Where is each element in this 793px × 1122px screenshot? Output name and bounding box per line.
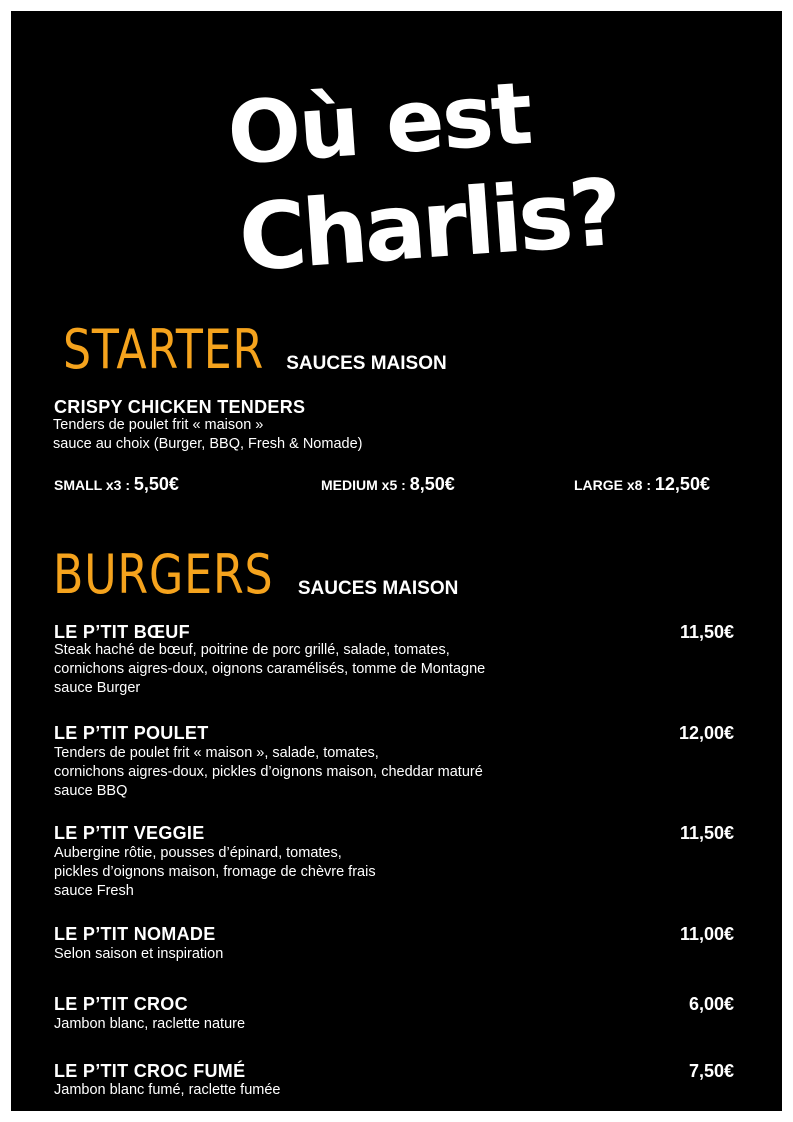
starter-item-desc-line2: sauce au choix (Burger, BBQ, Fresh & Nomade) [53, 436, 363, 452]
size-price: 12,50€ [654, 474, 710, 494]
burger-item-desc: Aubergine rôtie, pousses d’épinard, tomates, [54, 845, 342, 861]
burger-item-desc: sauce Burger [54, 680, 141, 696]
burger-item-desc: sauce Fresh [54, 883, 134, 899]
burger-item-desc: Jambon blanc, raclette nature [54, 1016, 246, 1032]
starter-size-small [54, 474, 179, 495]
size-label: MEDIUM x5 : [321, 477, 410, 493]
burger-item-name: LE P’TIT BŒUF [54, 622, 190, 642]
brand-logo [214, 18, 622, 324]
starter-size-medium [321, 474, 455, 495]
burger-item-desc: sauce BBQ [54, 783, 128, 799]
size-price: 5,50€ [133, 474, 179, 494]
burger-item-desc: cornichons aigres-doux, pickles d’oignons maison, cheddar maturé [54, 764, 483, 780]
burgers-header [53, 543, 459, 606]
burger-item-price: 11,50€ [679, 823, 734, 843]
burger-item-price: 7,50€ [688, 1061, 734, 1081]
burger-item-price: 6,00€ [688, 994, 734, 1014]
menu-board [11, 11, 782, 1111]
starter-subtitle: SAUCES MAISON [286, 353, 447, 374]
starter-item-desc-line1: Tenders de poulet frit « maison » [53, 417, 264, 433]
burger-item-name: LE P’TIT NOMADE [54, 924, 216, 944]
starter-size-large [574, 474, 710, 495]
burger-item-name: LE P’TIT CROC FUMÉ [54, 1061, 246, 1081]
burger-item-price: 11,50€ [679, 622, 734, 642]
burger-item-name: LE P’TIT POULET [54, 723, 209, 743]
burger-item-name: LE P’TIT CROC [54, 994, 188, 1014]
burger-item-name: LE P’TIT VEGGIE [54, 823, 205, 843]
brand-logo-line2: Charlis? [235, 158, 622, 293]
burger-item-desc: Steak haché de bœuf, poitrine de porc grillé, salade, tomates, [54, 642, 450, 658]
burger-item-desc: Jambon blanc fumé, raclette fumée [54, 1082, 281, 1098]
starter-header [63, 318, 447, 381]
burger-item-desc: cornichons aigres-doux, oignons caramélisés, tomme de Montagne [54, 661, 486, 677]
burger-item-desc: Tenders de poulet frit « maison », salade, tomates, [54, 745, 379, 761]
size-label: LARGE x8 : [574, 477, 655, 493]
size-price: 8,50€ [409, 474, 455, 494]
burger-item-price: 11,00€ [679, 924, 734, 944]
size-label: SMALL x3 : [54, 477, 134, 493]
burger-item-desc: Selon saison et inspiration [54, 946, 224, 962]
burgers-title: BURGERS [53, 543, 274, 606]
burger-item-desc: pickles d’oignons maison, fromage de chèvre frais [54, 864, 376, 880]
starter-item-name: CRISPY CHICKEN TENDERS [54, 397, 306, 417]
burgers-subtitle: SAUCES MAISON [297, 578, 459, 599]
brand-logo-line1: Où est [224, 63, 534, 185]
burger-item-price: 12,00€ [678, 723, 734, 743]
starter-title: STARTER [63, 318, 265, 381]
